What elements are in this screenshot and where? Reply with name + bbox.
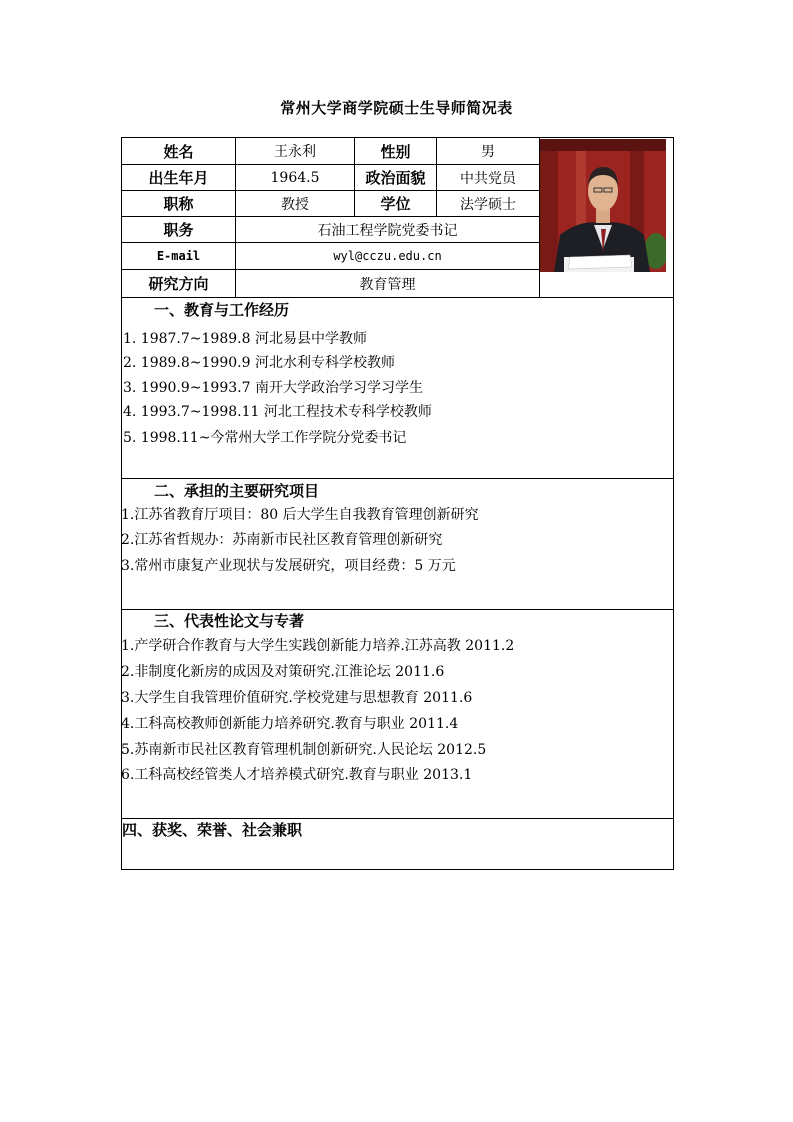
projects-heading: 二、承担的主要研究项目 [154,482,320,500]
experience-item: 3. 1990.9~1993.7 南开大学政治学习学习学生 [123,380,423,396]
gender-label: 性别 [354,137,437,165]
name-label: 姓名 [121,137,236,165]
research-label: 研究方向 [121,269,236,298]
position-value: 石油工程学院党委书记 [235,216,540,243]
title-value: 教授 [235,190,355,217]
birth-label: 出生年月 [121,164,236,191]
papers-heading: 三、代表性论文与专著 [154,612,305,630]
email-label: E-mail [121,242,236,270]
email-value: wyl@cczu.edu.cn [235,242,540,270]
birth-value: 1964.5 [235,164,355,191]
research-value: 教育管理 [235,269,540,298]
title-label: 职称 [121,190,236,217]
portrait-photo [540,139,666,272]
political-value: 中共党员 [436,164,540,191]
paper-item: 1.产学研合作教育与大学生实践创新能力培养.江苏高教 2011.2 [121,638,515,654]
position-label: 职务 [121,216,236,243]
paper-item: 3.大学生自我管理价值研究.学校党建与思想教育 2011.6 [121,690,473,706]
project-item: 2.江苏省哲规办：苏南新市民社区教育管理创新研究 [121,532,443,548]
name-value: 王永利 [235,137,355,165]
paper-item: 2.非制度化新房的成因及对策研究.江淮论坛 2011.6 [121,664,445,680]
paper-item: 5.苏南新市民社区教育管理机制创新研究.人民论坛 2012.5 [121,742,487,758]
experience-heading: 一、教育与工作经历 [154,301,290,319]
page-title: 常州大学商学院硕士生导师简况表 [280,99,513,117]
paper-item: 6.工科高校经管类人才培养模式研究.教育与职业 2013.1 [121,767,473,783]
gender-value: 男 [436,137,540,165]
paper-item: 4.工科高校教师创新能力培养研究.教育与职业 2011.4 [121,716,459,732]
political-label: 政治面貌 [354,164,437,191]
experience-item: 5. 1998.11~今常州大学工作学院分党委书记 [123,430,407,446]
experience-item: 4. 1993.7~1998.11 河北工程技术专科学校教师 [123,404,432,420]
degree-value: 法学硕士 [436,190,540,217]
project-item: 3.常州市康复产业现状与发展研究，项目经费：5 万元 [121,558,456,574]
project-item: 1.江苏省教育厅项目：80 后大学生自我教育管理创新研究 [121,507,479,523]
experience-item: 2. 1989.8~1990.9 河北水利专科学校教师 [123,355,395,371]
experience-item: 1. 1987.7~1989.8 河北易县中学教师 [123,331,367,347]
degree-label: 学位 [354,190,437,217]
awards-heading: 四、获奖、荣誉、社会兼职 [122,821,303,839]
